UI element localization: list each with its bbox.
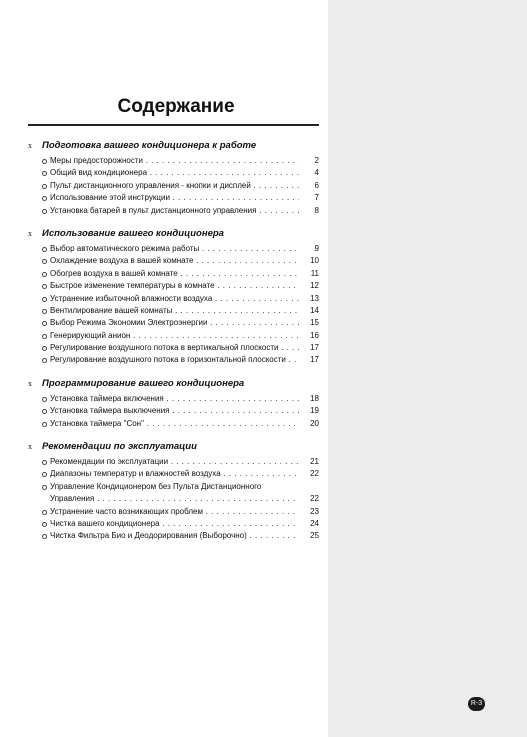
toc-entry[interactable] <box>28 481 319 506</box>
toc-entry[interactable] <box>28 305 319 317</box>
toc-entry[interactable] <box>28 456 319 468</box>
toc-entry[interactable] <box>28 243 319 255</box>
section-heading <box>28 441 319 455</box>
entry-label-continuation: Управления . . . <box>50 493 299 505</box>
toc-entry[interactable] <box>28 268 319 280</box>
bullet-icon <box>42 358 47 363</box>
section-marker: x <box>28 141 32 150</box>
bullet-icon <box>42 209 47 214</box>
bullet-icon <box>42 522 47 527</box>
entry-page-number: 20 <box>310 418 319 428</box>
section-title: Программирование вашего кондиционера <box>42 377 245 389</box>
bullet-icon <box>42 534 47 539</box>
toc-entry[interactable] <box>28 342 319 354</box>
entry-page-number: 13 <box>310 293 319 303</box>
bullet-icon <box>42 321 47 326</box>
bullet-icon <box>42 460 47 465</box>
toc-section <box>28 140 319 217</box>
entry-label: Чистка Фильтра Био и Деодорирования (Выборочно) . . . <box>50 530 299 542</box>
toc-entry[interactable] <box>28 405 319 417</box>
bullet-icon <box>42 334 47 339</box>
section-title: Рекомендации по эксплуатации <box>42 441 197 453</box>
entry-label: Установка таймера включения . . . <box>50 393 299 405</box>
bullet-icon <box>42 346 47 351</box>
entry-label: Регулирование воздушного потока в горизонтальной плоскости . . . <box>50 354 299 366</box>
toc-entry[interactable] <box>28 155 319 167</box>
entry-page-number: 17 <box>310 343 319 353</box>
entry-label: Быстрое изменение температуры в комнате . . . <box>50 280 299 292</box>
section-heading <box>28 378 319 392</box>
bullet-icon <box>42 422 47 427</box>
entry-page-number: 6 <box>314 180 319 190</box>
toc-entry[interactable] <box>28 255 319 267</box>
bullet-icon <box>42 159 47 164</box>
entry-label: Регулирование воздушного потока в вертикальной плоскости . . . <box>50 342 299 354</box>
toc-section <box>28 228 319 367</box>
toc-entry[interactable] <box>28 280 319 292</box>
bullet-icon <box>42 184 47 189</box>
entry-label: Выбор автоматического режима работы . . . <box>50 243 299 255</box>
entry-page-number: 4 <box>314 168 319 178</box>
section-heading <box>28 140 319 154</box>
section-marker: x <box>28 442 32 452</box>
table-of-contents <box>28 140 319 554</box>
entry-label: Устранение часто возникающих проблем . . . <box>50 506 299 518</box>
toc-entry[interactable] <box>28 468 319 480</box>
entry-page-number: 7 <box>314 193 319 203</box>
entry-page-number: 15 <box>310 318 319 328</box>
entry-page-number: 12 <box>310 281 319 291</box>
section-heading <box>28 228 319 242</box>
toc-entry[interactable] <box>28 354 319 366</box>
entry-label: Управление Кондиционером без Пульта Дистанционного <box>50 481 262 491</box>
entry-label: Установка таймера выключения . . . <box>50 405 299 417</box>
entry-label: Диапазоны температур и влажностей воздуха . . . <box>50 468 299 480</box>
entry-page-number: 14 <box>310 305 319 315</box>
bullet-icon <box>42 259 47 264</box>
toc-entry[interactable] <box>28 518 319 530</box>
entry-label: Установка таймера "Сон" . . . <box>50 418 299 430</box>
bullet-icon <box>42 409 47 414</box>
entry-page-number: 9 <box>314 243 319 253</box>
page-number-badge: R-3 <box>468 697 485 711</box>
entry-page-number: 11 <box>310 268 319 278</box>
toc-entry[interactable] <box>28 317 319 329</box>
bullet-icon <box>42 510 47 515</box>
section-marker: x <box>28 228 32 238</box>
toc-entry[interactable] <box>28 192 319 204</box>
toc-entry[interactable] <box>28 530 319 542</box>
bullet-icon <box>42 196 47 201</box>
entry-page-number: 2 <box>314 156 319 165</box>
toc-entry[interactable] <box>28 418 319 430</box>
bullet-icon <box>42 171 47 176</box>
section-marker: x <box>28 378 32 388</box>
side-margin-bar <box>328 0 527 737</box>
entry-page-number: 25 <box>310 531 319 541</box>
entry-page-number: 23 <box>310 506 319 516</box>
entry-label: Общий вид кондиционера . . . <box>50 167 299 179</box>
bullet-icon <box>42 297 47 302</box>
entry-page-number: 19 <box>310 406 319 416</box>
toc-entry[interactable] <box>28 205 319 217</box>
bullet-icon <box>42 247 47 252</box>
entry-page-number: 8 <box>314 205 319 215</box>
entry-label: Установка батарей в пульт дистанционного управления . . . <box>50 205 299 217</box>
bullet-icon <box>42 309 47 314</box>
page-title: Содержание <box>117 96 235 117</box>
section-title: Использование вашего кондиционера <box>42 227 224 239</box>
entry-page-number: 16 <box>310 330 319 340</box>
toc-entry[interactable] <box>28 293 319 305</box>
bullet-icon <box>42 272 47 277</box>
bullet-icon <box>42 397 47 402</box>
title-divider <box>28 124 319 126</box>
toc-section <box>28 441 319 543</box>
entry-page-number: 10 <box>310 256 319 266</box>
entry-page-number: 17 <box>310 355 319 365</box>
entry-page-number: 22 <box>310 494 319 504</box>
entry-label: Чистка вашего кондиционера . . . <box>50 518 299 530</box>
entry-label: Рекомендации по эксплуатации . . . <box>50 456 299 468</box>
bullet-icon <box>42 485 47 490</box>
section-title: Подготовка вашего кондиционера к работе <box>42 140 257 151</box>
entry-page-number: 22 <box>310 469 319 479</box>
entry-page-number: 21 <box>310 457 319 467</box>
entry-label: Охлаждение воздуха в вашей комнате . . . <box>50 255 299 267</box>
entry-label: Меры предосторожности . . . <box>50 155 299 167</box>
entry-label: Генерирующий анион . . . <box>50 330 299 342</box>
toc-entry[interactable] <box>28 167 319 179</box>
entry-label: Пульт дистанционного управления - кнопки и дисплей . . . <box>50 180 299 192</box>
bullet-icon <box>42 472 47 477</box>
toc-section <box>28 378 319 430</box>
entry-label: Устранение избыточной влажности воздуха . . . <box>50 293 299 305</box>
entry-label: Использование этой инструкции . . . <box>50 192 299 204</box>
toc-entry[interactable] <box>28 393 319 405</box>
toc-entry[interactable] <box>28 180 319 192</box>
toc-entry[interactable] <box>28 330 319 342</box>
toc-entry[interactable] <box>28 506 319 518</box>
entry-label: Обогрев воздуха в вашей комнате . . . <box>50 268 299 280</box>
entry-page-number: 18 <box>310 393 319 403</box>
bullet-icon <box>42 284 47 289</box>
entry-page-number: 24 <box>310 519 319 528</box>
entry-label: Вентилирование вашей комнаты . . . <box>50 305 299 317</box>
entry-label: Выбор Режима Экономии Электроэнергии . . . <box>50 317 299 329</box>
